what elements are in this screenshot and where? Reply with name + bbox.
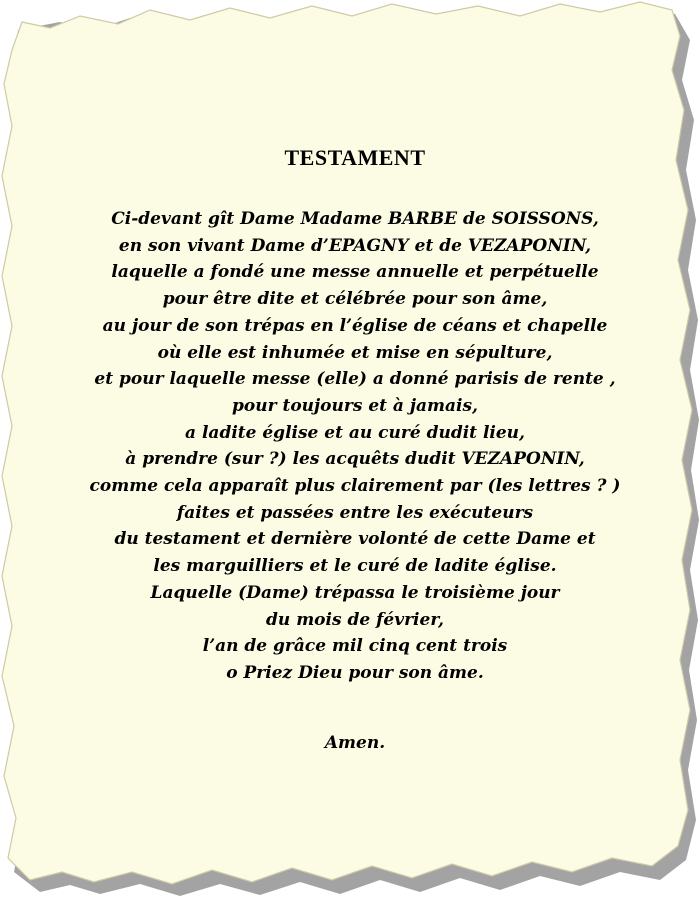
text-line: faites et passées entre les exécuteurs (176, 502, 534, 523)
text-line: du mois de février, (266, 609, 444, 630)
text-line: les marguilliers et le curé de ladite église. (153, 556, 557, 577)
text-line: du testament et dernière volonté de cette Dame et (114, 529, 596, 550)
text-line: a ladite église et au curé dudit lieu, (185, 422, 525, 443)
testament-body (40, 206, 670, 687)
text-line: o Priez Dieu pour son âme. (226, 662, 484, 683)
text-line: Laquelle (Dame) trépassa le troisième jour (150, 582, 560, 603)
text-line: en son vivant Dame d’EPAGNY et de VEZAPONIN, (118, 235, 592, 256)
text-line: à prendre (sur ?) les acquêts dudit VEZAPONIN, (125, 449, 585, 470)
text-line: Ci-devant gît Dame Madame BARBE de SOISSONS, (111, 209, 599, 229)
text-line: pour être dite et célébrée pour son âme, (162, 289, 548, 310)
text-line: laquelle a fondé une messe annuelle et perpétuelle (111, 262, 599, 283)
text-line: l’an de grâce mil cinq cent trois (202, 636, 508, 657)
text-line: comme cela apparaît plus clairement par (les lettres ? ) (89, 476, 621, 497)
document-title: TESTAMENT (284, 145, 426, 170)
text-line: et pour laquelle messe (elle) a donné parisis de rente , (94, 369, 616, 390)
closing-amen: Amen. (324, 733, 386, 753)
text-line: où elle est inhumée et mise en sépulture, (157, 342, 553, 363)
text-line: pour toujours et à jamais, (232, 395, 478, 416)
text-line: au jour de son trépas en l’église de céans et chapelle (102, 315, 608, 336)
